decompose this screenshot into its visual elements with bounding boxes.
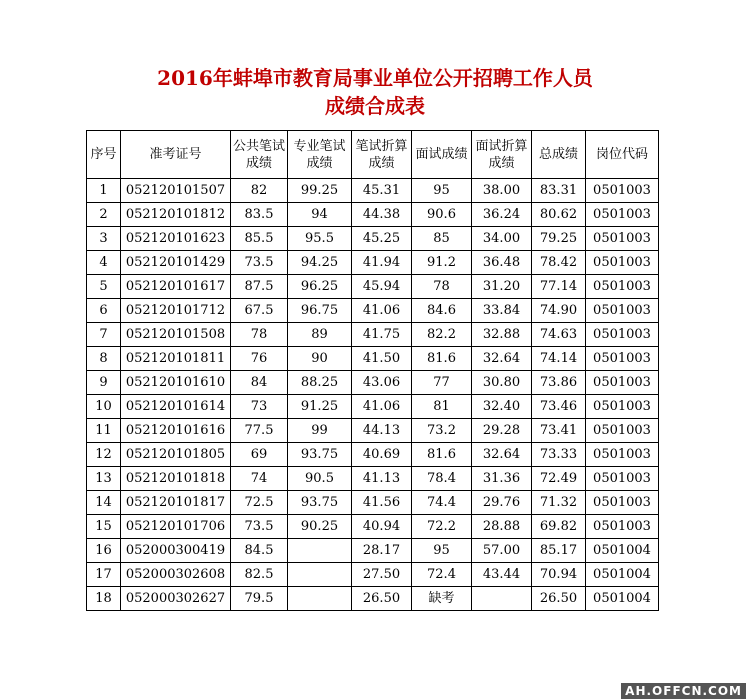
cell-interview: 91.2: [412, 251, 472, 275]
cell-public-written: 69: [231, 443, 288, 467]
cell-position-code: 0501003: [586, 491, 659, 515]
cell-interview-converted: 32.64: [472, 347, 532, 371]
cell-exam-id: 052000302627: [121, 587, 231, 611]
cell-index: 2: [87, 203, 121, 227]
table-row: [87, 491, 659, 515]
table-row: [87, 587, 659, 611]
cell-exam-id: 052120101817: [121, 491, 231, 515]
cell-professional-written: 93.75: [288, 491, 352, 515]
cell-exam-id: 052120101610: [121, 371, 231, 395]
cell-public-written: 82.5: [231, 563, 288, 587]
cell-written-converted: 26.50: [352, 587, 412, 611]
table-row: [87, 467, 659, 491]
table-row: [87, 539, 659, 563]
cell-index: 18: [87, 587, 121, 611]
cell-interview: 78: [412, 275, 472, 299]
cell-interview: 90.6: [412, 203, 472, 227]
cell-written-converted: 41.56: [352, 491, 412, 515]
table-row: [87, 443, 659, 467]
cell-interview: 72.2: [412, 515, 472, 539]
cell-written-converted: 44.13: [352, 419, 412, 443]
cell-public-written: 73.5: [231, 251, 288, 275]
cell-interview-converted: 29.28: [472, 419, 532, 443]
cell-written-converted: 27.50: [352, 563, 412, 587]
cell-interview: 缺考: [412, 587, 472, 611]
cell-written-converted: 45.25: [352, 227, 412, 251]
cell-public-written: 79.5: [231, 587, 288, 611]
cell-position-code: 0501003: [586, 515, 659, 539]
cell-total: 73.86: [532, 371, 586, 395]
cell-index: 1: [87, 179, 121, 203]
cell-interview-converted: 33.84: [472, 299, 532, 323]
cell-total: 74.14: [532, 347, 586, 371]
cell-position-code: 0501003: [586, 347, 659, 371]
cell-position-code: 0501003: [586, 251, 659, 275]
col-header-exam-id: 准考证号: [121, 131, 231, 179]
cell-total: 77.14: [532, 275, 586, 299]
col-header-position-code: 岗位代码: [586, 131, 659, 179]
cell-interview: 81: [412, 395, 472, 419]
cell-position-code: 0501003: [586, 443, 659, 467]
header-row: [87, 131, 659, 179]
table-row: [87, 179, 659, 203]
cell-written-converted: 41.06: [352, 299, 412, 323]
cell-exam-id: 052120101616: [121, 419, 231, 443]
cell-interview-converted: 34.00: [472, 227, 532, 251]
cell-professional-written: 95.5: [288, 227, 352, 251]
cell-professional-written: 88.25: [288, 371, 352, 395]
score-table: [86, 130, 659, 611]
cell-written-converted: 45.94: [352, 275, 412, 299]
cell-position-code: 0501003: [586, 395, 659, 419]
cell-professional-written: 94: [288, 203, 352, 227]
cell-professional-written: 93.75: [288, 443, 352, 467]
cell-position-code: 0501004: [586, 563, 659, 587]
col-header-interview-converted: 面试折算成绩: [472, 131, 532, 179]
cell-written-converted: 41.50: [352, 347, 412, 371]
cell-index: 7: [87, 323, 121, 347]
cell-interview-converted: 28.88: [472, 515, 532, 539]
cell-index: 12: [87, 443, 121, 467]
cell-interview: 81.6: [412, 443, 472, 467]
cell-index: 17: [87, 563, 121, 587]
cell-professional-written: 90.5: [288, 467, 352, 491]
cell-public-written: 74: [231, 467, 288, 491]
cell-interview-converted: 30.80: [472, 371, 532, 395]
cell-public-written: 87.5: [231, 275, 288, 299]
cell-interview-converted: [472, 587, 532, 611]
cell-total: 70.94: [532, 563, 586, 587]
cell-exam-id: 052120101805: [121, 443, 231, 467]
cell-professional-written: [288, 587, 352, 611]
cell-index: 3: [87, 227, 121, 251]
cell-index: 10: [87, 395, 121, 419]
cell-position-code: 0501003: [586, 371, 659, 395]
table-row: [87, 275, 659, 299]
cell-interview-converted: 29.76: [472, 491, 532, 515]
cell-exam-id: 052120101706: [121, 515, 231, 539]
cell-index: 9: [87, 371, 121, 395]
cell-professional-written: 99.25: [288, 179, 352, 203]
cell-public-written: 73: [231, 395, 288, 419]
cell-interview-converted: 43.44: [472, 563, 532, 587]
cell-total: 71.32: [532, 491, 586, 515]
cell-written-converted: 41.13: [352, 467, 412, 491]
cell-interview: 82.2: [412, 323, 472, 347]
cell-public-written: 73.5: [231, 515, 288, 539]
cell-written-converted: 41.06: [352, 395, 412, 419]
cell-interview-converted: 32.40: [472, 395, 532, 419]
cell-written-converted: 45.31: [352, 179, 412, 203]
cell-total: 72.49: [532, 467, 586, 491]
cell-index: 15: [87, 515, 121, 539]
table-row: [87, 515, 659, 539]
cell-interview: 84.6: [412, 299, 472, 323]
table-row: [87, 299, 659, 323]
cell-position-code: 0501004: [586, 587, 659, 611]
document-title: 2016年蚌埠市教育局事业单位公开招聘工作人员: [157, 66, 593, 90]
table-row: [87, 419, 659, 443]
cell-interview-converted: 32.64: [472, 443, 532, 467]
cell-interview: 72.4: [412, 563, 472, 587]
table-row: [87, 347, 659, 371]
cell-professional-written: 91.25: [288, 395, 352, 419]
cell-index: 16: [87, 539, 121, 563]
cell-total: 78.42: [532, 251, 586, 275]
cell-interview: 81.6: [412, 347, 472, 371]
cell-position-code: 0501003: [586, 299, 659, 323]
cell-interview-converted: 36.24: [472, 203, 532, 227]
cell-interview-converted: 31.20: [472, 275, 532, 299]
cell-exam-id: 052120101811: [121, 347, 231, 371]
cell-interview-converted: 57.00: [472, 539, 532, 563]
cell-exam-id: 052120101812: [121, 203, 231, 227]
cell-index: 4: [87, 251, 121, 275]
cell-position-code: 0501003: [586, 275, 659, 299]
site-watermark: AH.OFFCN.COM: [621, 683, 746, 699]
table-row: [87, 563, 659, 587]
cell-written-converted: 41.75: [352, 323, 412, 347]
cell-position-code: 0501003: [586, 467, 659, 491]
table-row: [87, 395, 659, 419]
cell-position-code: 0501003: [586, 203, 659, 227]
cell-exam-id: 052120101508: [121, 323, 231, 347]
cell-position-code: 0501003: [586, 227, 659, 251]
cell-professional-written: 96.25: [288, 275, 352, 299]
cell-position-code: 0501003: [586, 419, 659, 443]
cell-position-code: 0501003: [586, 323, 659, 347]
cell-professional-written: 94.25: [288, 251, 352, 275]
cell-public-written: 84.5: [231, 539, 288, 563]
cell-position-code: 0501004: [586, 539, 659, 563]
cell-exam-id: 052120101623: [121, 227, 231, 251]
cell-exam-id: 052120101712: [121, 299, 231, 323]
cell-index: 14: [87, 491, 121, 515]
cell-written-converted: 43.06: [352, 371, 412, 395]
table-row: [87, 227, 659, 251]
cell-total: 80.62: [532, 203, 586, 227]
cell-total: 83.31: [532, 179, 586, 203]
cell-index: 11: [87, 419, 121, 443]
cell-exam-id: 052000300419: [121, 539, 231, 563]
cell-exam-id: 052120101507: [121, 179, 231, 203]
cell-interview-converted: 36.48: [472, 251, 532, 275]
cell-interview-converted: 38.00: [472, 179, 532, 203]
cell-total: 73.41: [532, 419, 586, 443]
cell-total: 26.50: [532, 587, 586, 611]
cell-public-written: 82: [231, 179, 288, 203]
cell-exam-id: 052120101818: [121, 467, 231, 491]
cell-interview: 95: [412, 539, 472, 563]
cell-public-written: 84: [231, 371, 288, 395]
cell-professional-written: 90.25: [288, 515, 352, 539]
cell-public-written: 67.5: [231, 299, 288, 323]
cell-total: 69.82: [532, 515, 586, 539]
cell-public-written: 76: [231, 347, 288, 371]
cell-interview-converted: 32.88: [472, 323, 532, 347]
cell-interview: 73.2: [412, 419, 472, 443]
cell-professional-written: 99: [288, 419, 352, 443]
cell-total: 74.63: [532, 323, 586, 347]
cell-exam-id: 052120101617: [121, 275, 231, 299]
cell-index: 5: [87, 275, 121, 299]
cell-interview: 77: [412, 371, 472, 395]
cell-exam-id: 052120101614: [121, 395, 231, 419]
cell-public-written: 78: [231, 323, 288, 347]
col-header-interview: 面试成绩: [412, 131, 472, 179]
col-header-written-converted: 笔试折算成绩: [352, 131, 412, 179]
col-header-index: 序号: [87, 131, 121, 179]
cell-public-written: 85.5: [231, 227, 288, 251]
table-row: [87, 323, 659, 347]
cell-written-converted: 41.94: [352, 251, 412, 275]
cell-professional-written: 96.75: [288, 299, 352, 323]
cell-total: 85.17: [532, 539, 586, 563]
cell-position-code: 0501003: [586, 179, 659, 203]
document-subtitle: 成绩合成表: [325, 94, 425, 118]
cell-interview: 85: [412, 227, 472, 251]
cell-written-converted: 28.17: [352, 539, 412, 563]
cell-written-converted: 40.94: [352, 515, 412, 539]
cell-professional-written: 90: [288, 347, 352, 371]
table-row: [87, 203, 659, 227]
cell-exam-id: 052000302608: [121, 563, 231, 587]
cell-public-written: 72.5: [231, 491, 288, 515]
cell-exam-id: 052120101429: [121, 251, 231, 275]
cell-total: 79.25: [532, 227, 586, 251]
cell-interview: 74.4: [412, 491, 472, 515]
col-header-professional-written: 专业笔试成绩: [288, 131, 352, 179]
table-row: [87, 371, 659, 395]
cell-interview: 95: [412, 179, 472, 203]
cell-interview: 78.4: [412, 467, 472, 491]
cell-written-converted: 40.69: [352, 443, 412, 467]
cell-professional-written: [288, 539, 352, 563]
cell-index: 6: [87, 299, 121, 323]
cell-written-converted: 44.38: [352, 203, 412, 227]
table-row: [87, 251, 659, 275]
cell-total: 74.90: [532, 299, 586, 323]
col-header-total: 总成绩: [532, 131, 586, 179]
col-header-public-written: 公共笔试成绩: [231, 131, 288, 179]
cell-interview-converted: 31.36: [472, 467, 532, 491]
cell-public-written: 83.5: [231, 203, 288, 227]
cell-professional-written: [288, 563, 352, 587]
cell-index: 13: [87, 467, 121, 491]
cell-total: 73.46: [532, 395, 586, 419]
cell-index: 8: [87, 347, 121, 371]
cell-professional-written: 89: [288, 323, 352, 347]
cell-public-written: 77.5: [231, 419, 288, 443]
cell-total: 73.33: [532, 443, 586, 467]
